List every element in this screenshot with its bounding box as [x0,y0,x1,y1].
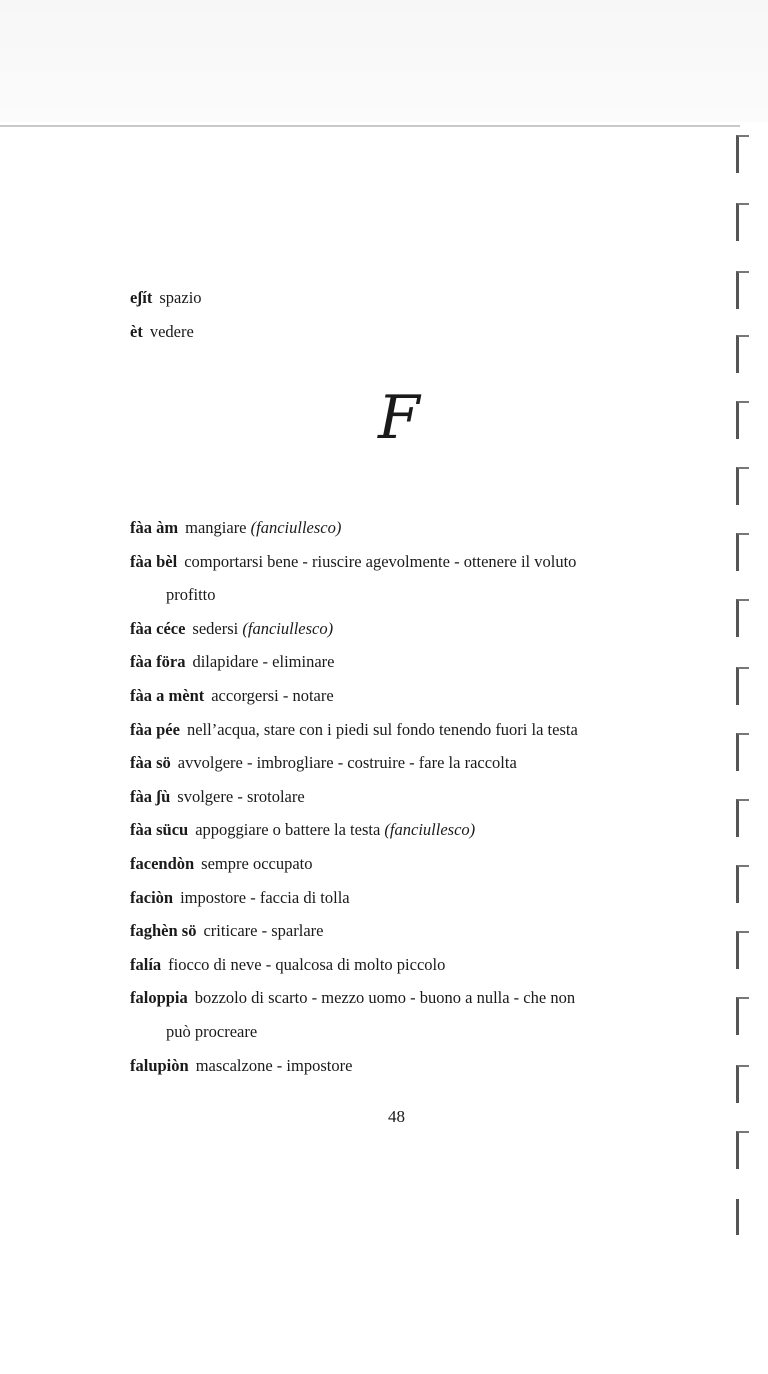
edge-mark [736,467,749,505]
edge-mark [736,667,749,705]
dictionary-entry [130,813,690,847]
definition-continuation: profitto [166,585,216,605]
dictionary-entry [130,545,690,612]
headword: fàa àm [130,518,179,537]
definition: criticare - sparlare [203,921,324,941]
dictionary-entry [130,780,690,814]
top-entry-list [130,281,690,348]
definition: vedere [149,321,194,341]
definition: appoggiare o battere la testa [195,820,381,840]
definition: spazio [159,288,202,307]
edge-mark [736,865,749,903]
headword: faciòn [130,887,174,907]
usage-note: (fanciullesco) [242,618,334,638]
dictionary-entry [130,612,690,646]
definition: avvolgere - imbrogliare - costruire - fare la raccolta [177,753,517,773]
definition: bozzolo di scarto - mezzo uomo - buono a nulla - che non [194,988,576,1008]
edge-mark [736,401,749,439]
dictionary-entry [130,914,690,948]
edge-mark [736,1131,749,1169]
page-edge-marks [736,135,766,1255]
dictionary-entry [130,315,690,349]
definition: comportarsi bene - riuscire agevolmente - ottenere il voluto [184,551,577,571]
dictionary-entry [130,981,690,1048]
headword: èt [130,321,143,341]
definition: sempre occupato [201,853,313,873]
definition: mangiare [185,518,247,537]
headword: eʃít [130,288,153,307]
entry-list [130,511,690,1082]
page-number: 48 [388,1107,405,1126]
headword: fàa sücu [130,820,189,840]
edge-mark [736,931,749,969]
dictionary-entry [130,281,690,315]
dictionary-entry [130,713,690,747]
edge-mark [736,135,749,173]
definition: fiocco di neve - qualcosa di molto piccolo [168,954,446,974]
edge-mark [736,733,749,771]
dictionary-entry [130,746,690,780]
usage-note: (fanciullesco) [250,518,342,537]
edge-mark [736,335,749,373]
dictionary-entry [130,948,690,982]
dictionary-entry [130,881,690,915]
dictionary-entry [130,679,690,713]
edge-mark [736,799,749,837]
definition: impostore - faccia di tolla [180,887,350,907]
headword: fàa a mènt [130,685,205,705]
dictionary-entry [130,1049,690,1083]
headword: faghèn sö [130,921,197,941]
edge-mark [736,1199,749,1235]
headword: facendòn [130,853,195,873]
dictionary-entry [130,511,690,545]
dictionary-entry [130,847,690,881]
definition: nell’acqua, stare con i piedi sul fondo tenendo fuori la testa [186,719,578,739]
headword: fàa ʃù [130,786,171,806]
definition: svolgere - srotolare [177,786,305,806]
edge-mark [736,271,749,309]
scan-top-shade [0,0,768,122]
definition-continuation: può procreare [166,1021,258,1041]
usage-note: (fanciullesco) [384,820,476,840]
definition: sedersi [192,618,239,638]
headword: faloppia [130,988,188,1008]
headword: fàa céce [130,618,186,638]
edge-mark [736,203,749,241]
headword: fàa sö [130,753,171,773]
headword: fàa bèl [130,551,178,571]
section-letter: F [378,383,420,453]
headword: falupiòn [130,1055,189,1075]
dictionary-entry [130,645,690,679]
definition: accorgersi - notare [211,685,334,705]
edge-mark [736,533,749,571]
edge-mark [736,997,749,1035]
edge-mark [736,599,749,637]
definition: dilapidare - eliminare [192,652,335,672]
page-top-rule [0,125,740,127]
headword: fàa föra [130,652,186,672]
edge-mark [736,1065,749,1103]
definition: mascalzone - impostore [195,1055,353,1075]
headword: falía [130,954,162,974]
headword: fàa pée [130,719,180,739]
